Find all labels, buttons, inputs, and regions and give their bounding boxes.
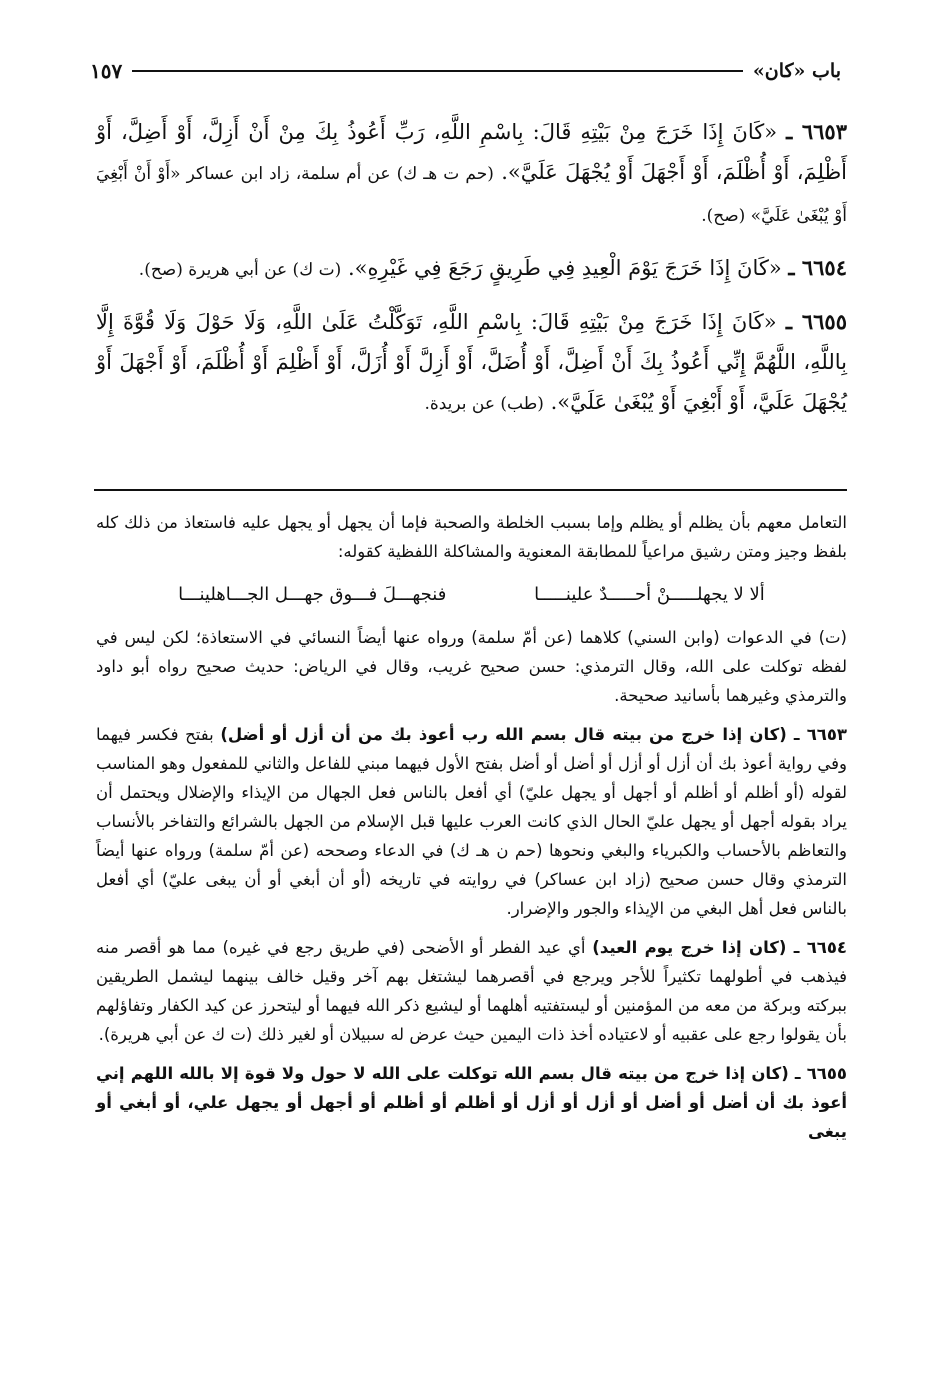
section-divider xyxy=(94,489,847,491)
header-rule xyxy=(132,70,743,72)
hadith-number: ٦٦٥٣ ـ xyxy=(786,119,847,144)
hadith-reference: (طب) عن بريدة. xyxy=(424,394,544,414)
page-header xyxy=(90,56,841,86)
hadith-reference: (ت ك) عن أبي هريرة (صح). xyxy=(138,260,342,280)
hadith-text: «كَانَ إِذَا خَرَجَ مِنْ بَيْتِهِ قَالَ: بِاسْمِ اللَّهِ، تَوَكَّلْتُ عَلَىٰ اللَّهِ، وَلَا حَوْلَ وَلَا قُوَّةَ إِلَّا بِاللَّهِ، اللَّهُمَّ إِنِّي أَعُوذُ بِكَ أَنْ أَضِلَّ، أَوْ أُضَلَّ، أَوْ أَزِلَّ أَوْ أُزَلَّ، أَوْ أَظْلِمَ أَوْ أُظْلَمَ، أَوْ أَجْهَلَ أَوْ يُجْهَلَ عَلَيَّ، أَوْ أَبْغِيَ أَوْ يُبْغَىٰ عَلَيَّ». xyxy=(96,310,847,414)
commentary-source-note: (ت) في الدعوات (وابن السني) كلاهما (عن أمّ سلمة) ورواه عنها أيضاً النسائي في الاستعاذة؛ لكن ليس في لفظه توكلت على الله، وقال الترمذي: حسن صحيح غريب، وقال في الرياض: حديث صحيح رواه أبو داود والترمذي وغيرهما بأسانيد صحيحة. xyxy=(96,628,847,705)
commentary-heading: ٦٦٥٤ ـ (كان إذا خرج يوم العيد) xyxy=(592,938,848,957)
hadith-number: ٦٦٥٤ ـ xyxy=(788,255,847,280)
hadith-number: ٦٦٥٥ ـ xyxy=(785,309,847,334)
commentary-intro: التعامل معهم بأن يظلم أو يظلم وإما بسبب الخلطة والصحبة فإما أن يجهل أو يجهل عليه فاستعاذ من ذلك كله بلفظ وجيز ومتن رشيق مراعياً للمطابقة المعنوية والمشاكلة اللفظية كقوله: xyxy=(96,513,847,561)
commentary-body: بفتح فكسر فيهما وفي رواية أعوذ بك أن أزل أو أزل أو أضل أو أضل بفتح الأول فيهما مبني للفاعل والثاني للمفعول وهو المناسب لقوله (أو أظلم أو أظلم أو أجهل أو يجهل عليّ) أي أفعل بالناس فعل الجهال من الإيذاء والإضلال ويحتمل أن يراد بقوله أجهل أو يجهل عليّ الحال الذي كانت العرب عليها قبل الإسلام من الجهل بالشرائع والتفاخر بالأنساب والتعاظم بالأحساب والكبرياء والبغي ونحوها (حم ن هـ ك) في الدعاء وصححه (عن أمّ سلمة) ورواه عنها أيضاً الترمذي وقال حسن صحيح (زاد ابن عساكر) في روايته في تاريخه (أو أن أبغي أو أن يبغى عليّ) أي أفعل بالناس فعل أهل البغي من الإيذاء والجور والإضرار. xyxy=(96,725,847,918)
commentary-6655 xyxy=(96,1059,847,1146)
commentary-heading: ٦٦٥٣ ـ (كان إذا خرج من بيته قال بسم الله رب أعوذ بك من أن أزل أو أضل) xyxy=(220,725,847,744)
poem-first-hemistich: ألا لا يجهلـــــنْ أحـــــدٌ علينـــــا xyxy=(534,584,765,605)
running-title: باب «كان» xyxy=(752,60,841,82)
commentary-heading: ٦٦٥٥ ـ (كان إذا خرج من بيته قال بسم الله توكلت على الله لا حول ولا قوة إلا بالله اللهم إني أعوذ بك أن أضل أو أضل أو أزل أو أزل أو أظلم أو أظلم أو أجهل أو يجهل علي، أو أبغي أو يبغى xyxy=(96,1064,847,1141)
hadith-text-section xyxy=(96,112,847,436)
poem-second-hemistich: فنجهـــلَ فـــوق جهـــل الجـــاهلينـــا xyxy=(178,584,447,605)
page-number: ١٥٧ xyxy=(90,59,123,83)
hadith-reference: (حم ت هـ ك) عن أم سلمة، زاد ابن عساكر «أَوْ أَنْ أَبْغِيَ أَوْ يُبْغَىٰ عَلَيَّ» (صح). xyxy=(96,164,847,226)
hadith-text: «كَانَ إِذَا خَرَجَ يَوْمَ الْعِيدِ فِي طَرِيقٍ رَجَعَ فِي غَيْرِهِ». xyxy=(347,256,782,280)
hadith-6654 xyxy=(96,248,847,290)
commentary-6654 xyxy=(96,933,847,1049)
hadith-text: «كَانَ إِذَا خَرَجَ مِنْ بَيْتِهِ قَالَ: بِاسْمِ اللَّهِ، رَبِّ أَعُوذُ بِكَ مِنْ أَنْ أَزِلَّ، أَوْ أَضِلَّ، أَوْ أَظْلِمَ، أَوْ أُظْلَمَ، أَوْ أَجْهَلَ أَوْ يُجْهَلَ عَلَيَّ». xyxy=(96,120,847,184)
commentary-6653 xyxy=(96,720,847,923)
hadith-6655 xyxy=(96,302,847,424)
commentary-body: أي عيد الفطر أو الأضحى (في طريق رجع في غيره) مما هو أقصر منه فيذهب في أطولهما تكثيراً للأجر ويرجع في أقصرهما ليشتغل بهم آخر وقيل خالف بينهما ليشمل الطريقين ببركته وبركة من معه من المؤمنين أو ليستفتيه أهلهما أو ليشيع ذكر الله فيهما أو ليتحرز عن كيد الكفار وتفاؤلهم بأن يقولوا رجع على عقبيه أو لاعتياده أخذ ذات اليمين حيث عرض له سبيلان أو لغير ذلك (ت ك عن أبي هريرة). xyxy=(96,938,847,1044)
hadith-6653 xyxy=(96,112,847,236)
poem-verse xyxy=(96,580,847,609)
commentary-section xyxy=(96,508,847,1156)
